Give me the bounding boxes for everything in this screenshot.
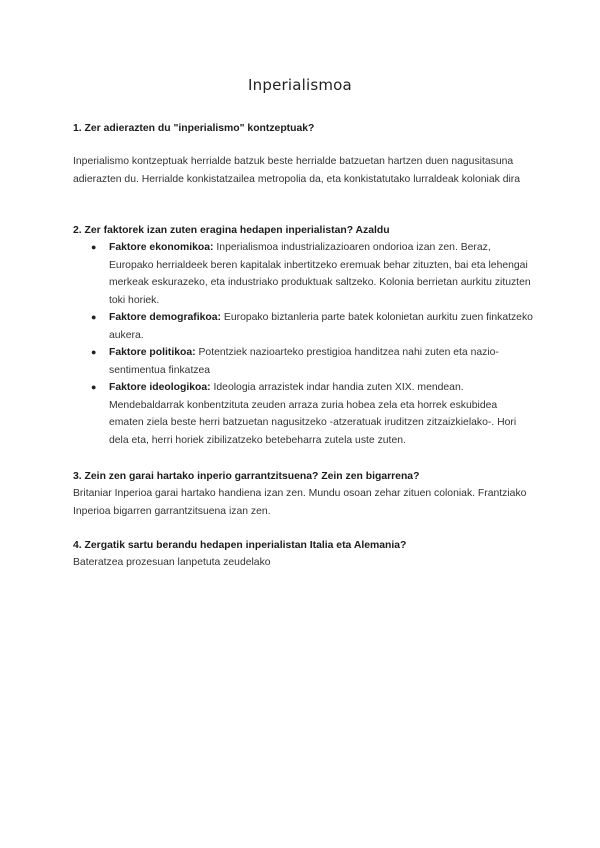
bullet-icon: ● — [91, 347, 97, 357]
factor-text: Potentziek nazioarteko prestigioa handitzea nahi zuten eta nazio-sentimentua finkatzea — [109, 347, 499, 376]
question-4-heading: 4. Zergatik sartu berandu hedapen inperialistan Italia eta Alemania? — [73, 540, 407, 551]
question-1-section — [73, 120, 533, 188]
question-1-heading: 1. Zer adierazten du "inperialismo" kontzeptuak? — [73, 123, 315, 134]
list-item-factor-economic — [73, 239, 533, 309]
list-item-factor-ideological — [73, 379, 533, 449]
bullet-icon: ● — [91, 242, 97, 252]
question-2-section — [73, 222, 533, 449]
factor-label: Faktore politikoa: — [109, 347, 196, 358]
list-item-factor-demographic — [73, 309, 533, 344]
page-title: Inperialismoa — [248, 76, 352, 94]
question-3-answer: Britaniar Inperioa garai hartako handiena izan zen. Mundu osoan zehar zituen coloniak. Frantziako Inperioa bigarren garrantzitsuena izan zen. — [73, 488, 527, 517]
bullet-icon: ● — [91, 382, 97, 392]
factor-text: Europako biztanleria parte batek kolonietan aurkitu zuen finkatzeko aukera. — [109, 312, 533, 341]
factors-list — [73, 239, 533, 449]
bullet-icon: ● — [91, 312, 97, 322]
question-4-section — [73, 537, 533, 572]
factor-label: Faktore ideologikoa: — [109, 382, 211, 393]
factor-label: Faktore ekonomikoa: — [109, 242, 214, 253]
factor-text: Inperialismoa industrializazioaren ondorioa izan zen. Beraz, Europako herrialdeek beren kapitalak inbertitzeko eremuak behar zituzten, bai eta lehengai merkeak eskurazeko, eta industriako produktuak saltzeko. Kolonia berrietan aurkitu zituzten toki horiek. — [109, 242, 531, 306]
question-4-answer: Bateratzea prozesuan lanpetuta zeudelako — [73, 557, 271, 568]
factor-label: Faktore demografikoa: — [109, 312, 222, 323]
question-1-answer: Inperialismo kontzeptuak herrialde batzuk beste herrialde batzuetan hartzen duen nagusitasuna adierazten du. Herrialde konkistatzailea metropolia da, eta konkistatutako lurraldeak koloniak dira — [73, 156, 521, 185]
question-2-heading: 2. Zer faktorek izan zuten eragina hedapen inperialistan? Azaldu — [73, 225, 390, 236]
list-item-factor-political — [73, 344, 533, 379]
question-3-heading: 3. Zein zen garai hartako inperio garrantzitsuena? Zein zen bigarrena? — [73, 471, 420, 482]
factor-text: Ideologia arrazistek indar handia zuten XIX. mendean. Mendebaldarrak konbentzituta zeuden arraza zuria hobea zela eta horrek eskubidea ematen ziela beste herri batzuetan nagusitzeko -atzeratuak iruditzen zitzaizkielako-. Hori dela eta, herri horiek zibilizatzeko betebeharra zutela uste zuten. — [109, 382, 517, 446]
question-3-section — [73, 468, 533, 520]
